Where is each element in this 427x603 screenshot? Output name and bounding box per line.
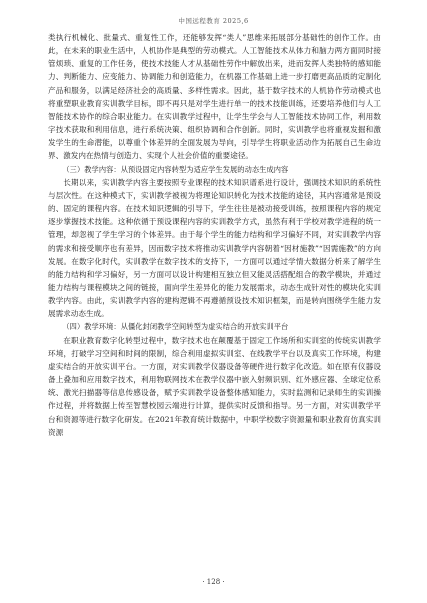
page-number: · 128 · <box>202 578 225 586</box>
body-paragraph: 长期以来，实训教学内容主要按照专业课程的技术知识谱系进行设计，强调技术知识的系统性与层次性。在这种模式下，实训教学被视为将理论知识转化为技术技能的途径，其内容通常是预设的、固定的课程内容。在技术知识逻辑的引导下，学生往往是被动接受训练，按照课程内容的规定逐步掌握技术技能。这种依循于预设课程内容的实训教学方式，虽然有利于学校对教学进程的统一管理，却忽视了学生学习的个体差异。由于每个学生的能力结构和学习偏好不同，对实训教学内容的需求和接受顺序也有差异，因而数字技术将推动实训教学内容朝着“因材施教”“因需施教”的方向发展。在数字化时代，实训教学在数字技术的支持下，一方面可以通过学情大数据分析来了解学生的能力结构和学习偏好，另一方面可以设计构建相互独立但又能灵活搭配组合的教学模块，并通过能力结构与课程模块之间的链接，面向学生差异化的能力发展需求，动态生成针对性的模块化实训教学内容。由此，实训教学内容的建构逻辑不再遵循预设技术知识框架，而是转向围绕学生能力发展需求动态生成。 <box>48 177 381 319</box>
article-body <box>48 31 381 439</box>
body-paragraph: 在职业教育数字化转型过程中，数字技术也在颠覆基于固定工作场所和实训室的传统实训教学环境，打破学习空间和时间的限制，综合利用虚拟实训室、在线教学平台以及真实工作环境，构建虚实结合的开放实训平台。一方面，对实训教学仪器设备等硬件进行数字化改造。如在原有仪器设备上叠加和应用数字技术，利用物联网技术在教学仪器中嵌入射频识别、红外感应器、全球定位系统、激光扫描器等信息传感设备，赋予实训教学设备整体感知能力，实时监测和记录师生的实训操作过程，并将数据上传至智慧校园云端进行计算，提供实时反馈和指导。另一方面，对实训教学平台和资源等进行数字化研发。在2021年教育统计数据中，中职学校数字资源量和职业教育仿真实训资源 <box>48 335 381 437</box>
section-heading-4: （四）教学环境：从僵化封闭教学空间转型为虚实结合的开放实训平台 <box>62 322 289 332</box>
running-header: 中国远程教育 2025,6 <box>178 17 249 25</box>
body-paragraph: 类执行机械化、批量式、重复性工作，还能够发挥“类人”思维来拓展部分基础性的创作工作。由此，在未来的职业生活中，人机协作是典型的劳动模式。人工智能技术从体力和脑力两方面同时接管烦琐、重复的工作任务，使技术技能人才从基础性劳作中解放出来，进而发挥人类独特的感知能力、判断能力、应变能力、协调能力和创造能力，在机器工作基础上进一步打磨更高品质的定制化产品和服务，以满足经济社会的高质量、多样性需求。因此，基于数字技术的人机协作劳动模式也将重塑职业教育实训教学目标，即不再只是对学生进行单一的技术技能训练，还要培养他们与人工智能技术协作的综合职业能力。在实训教学过程中，让学生学会与人工智能技术协同工作，利用数字技术获取和利用信息，进行系统决策、组织协调和合作创新。同时，实训教学也将重视发掘和激发学生的生命潜能，以尊重个体差异的全面发展为导向，引导学生将职业活动作为拓展自己生命边界、激发内在热情与创造力、实现个人社会价值的重要途径。 <box>48 33 381 161</box>
section-heading-3: （三）教学内容：从预设固定内容转型为适应学生发展的动态生成内容 <box>62 164 289 174</box>
